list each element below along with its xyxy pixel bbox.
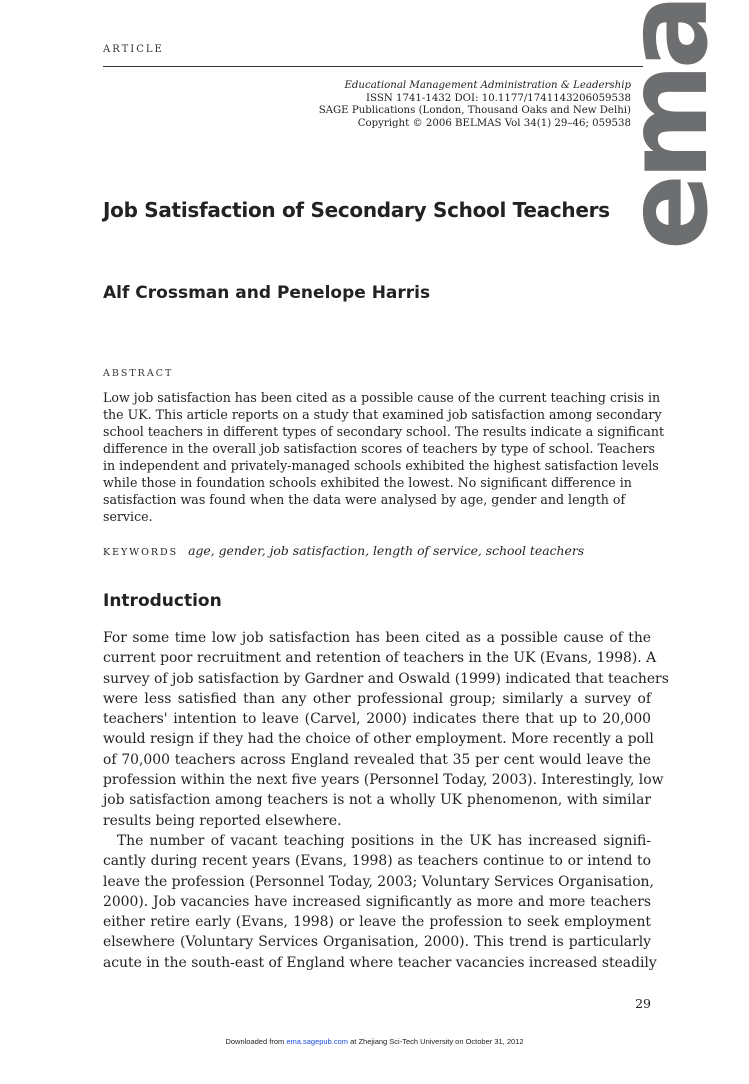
abstract [103, 389, 665, 525]
publisher: SAGE Publications (London, Thousand Oaks and New Delhi) [318, 105, 631, 116]
body-line: For some time low job satisfaction has been cited as a possible cause of the [103, 630, 651, 646]
issn: ISSN 1741-1432 DOI: 10.1177/1741143206059538 [366, 92, 631, 104]
section-label: ARTICLE [103, 44, 164, 55]
svg-text:ema: ema [603, 0, 733, 250]
body-line: teachers' intention to leave (Carvel, 2000) indicates there that up to 20,000 [103, 711, 651, 728]
footer-prefix: Downloaded from [225, 1037, 287, 1046]
copyright: Copyright © 2006 BELMAS Vol 34(1) 29–46; 059538 [357, 117, 631, 129]
body-text [103, 628, 669, 973]
footer-suffix: at Zhejiang Sci-Tech University on October 31, 2012 [348, 1037, 524, 1046]
body-line: profession within the next five years (Personnel Today, 2003). Interestingly, low [103, 772, 664, 789]
footer-link[interactable]: ema.sagepub.com [286, 1037, 349, 1046]
ema-logo [603, 0, 733, 265]
body-line: leave the profession (Personnel Today, 2003; Voluntary Services Organisation, [103, 873, 654, 890]
abstract-label: ABSTRACT [103, 368, 174, 379]
authors: Alf Crossman and Penelope Harris [103, 283, 431, 303]
body-line: results being reported elsewhere. [103, 812, 342, 829]
keywords-value: age, gender, job satisfaction, length of service, school teachers [188, 543, 585, 558]
body-line: job satisfaction among teachers is not a wholly UK phenomenon, with similar [103, 792, 651, 809]
journal-name: Educational Management Administration & Leadership [344, 80, 631, 91]
body-line: survey of job satisfaction by Gardner and Oswald (1999) indicated that teachers [103, 670, 669, 687]
body-line: would resign if they had the choice of other employment. More recently a poll [103, 731, 654, 748]
body-line: The number of vacant teaching positions in the UK has increased signifi- [103, 832, 651, 849]
body-line: 2000). Job vacancies have increased significantly as more and more teachers [103, 893, 651, 910]
journal-meta [319, 80, 631, 130]
body-line: of 70,000 teachers across England revealed that 35 per cent would leave the [103, 751, 651, 768]
keywords [103, 543, 584, 558]
keywords-label: KEYWORDS [103, 547, 179, 558]
abstract-line: Low job satisfaction has been cited as a possible cause of the current teaching crisis in [103, 390, 661, 405]
body-line: elsewhere (Voluntary Services Organisation, 2000). This trend is particularly [103, 934, 651, 951]
body-line: either retire early (Evans, 1998) or leave the profession to seek employment [103, 914, 651, 931]
body-line: cantly during recent years (Evans, 1998) as teachers continue to or intend to [103, 853, 651, 870]
abstract-line: the UK. This article reports on a study that examined job satisfaction among secondary [103, 407, 662, 422]
abstract-line: in independent and privately-managed schools exhibited the highest satisfaction levels [103, 458, 659, 473]
download-footer [0, 1037, 749, 1046]
abstract-line: difference in the overall job satisfaction scores of teachers by type of school. Teachers [103, 441, 656, 456]
section-heading: Introduction [103, 591, 222, 611]
body-line: were less satisfied than any other professional group; similarly a survey of [103, 690, 651, 707]
abstract-line: service. [103, 509, 153, 524]
abstract-line: while those in foundation schools exhibited the lowest. No significant difference in [103, 475, 632, 490]
header-rule [103, 66, 643, 67]
abstract-line: school teachers in different types of secondary school. The results indicate a significant [103, 424, 665, 439]
body-line: current poor recruitment and retention of teachers in the UK (Evans, 1998). A [103, 650, 657, 667]
article-title: Job Satisfaction of Secondary School Teachers [103, 198, 610, 222]
page-number: 29 [635, 996, 651, 1011]
body-line: acute in the south-east of England where teacher vacancies increased steadily [103, 954, 657, 971]
abstract-line: satisfaction was found when the data were analysed by age, gender and length of [103, 492, 626, 507]
